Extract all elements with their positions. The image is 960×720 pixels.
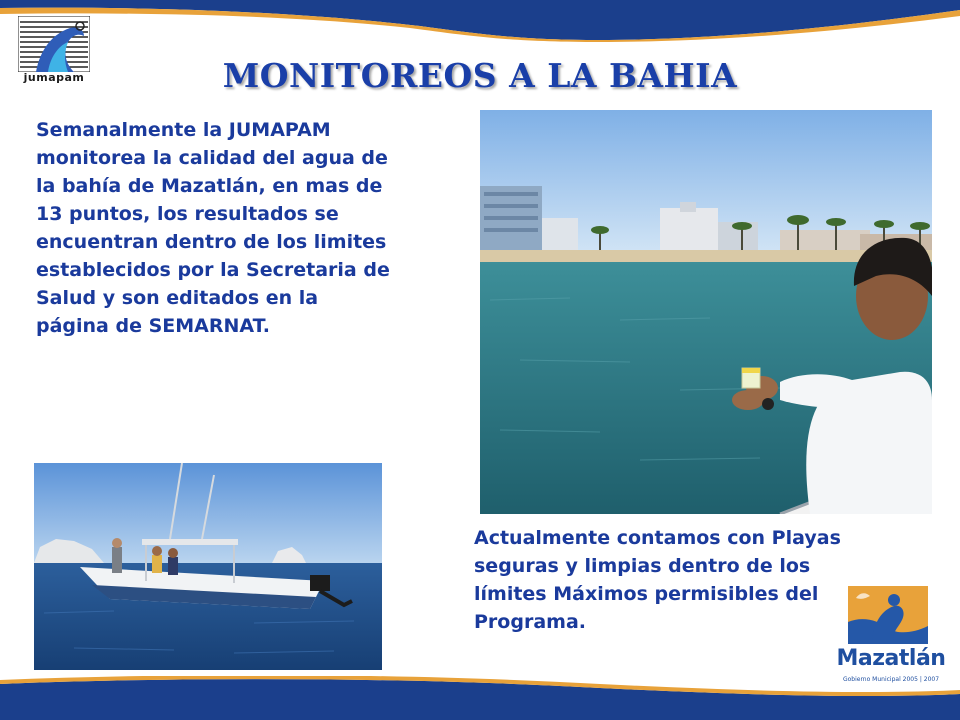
- mazatlan-subtitle: Gobierno Municipal 2005 | 2007: [842, 676, 940, 683]
- top-decorative-band: [0, 0, 960, 42]
- monitoring-boat-photo: [34, 463, 382, 670]
- beaches-paragraph: Actualmente contamos con Playas seguras y limpias dentro de los límites Máximos permisibles del Programa.: [474, 527, 841, 633]
- mazatlan-emblem-icon: [832, 582, 950, 646]
- beach-sampling-photo: [480, 110, 932, 514]
- jumapam-logo-text: jumapam: [23, 71, 85, 84]
- mazatlan-wordmark: Mazatlán: [836, 646, 946, 671]
- page-title: MONITOREOS A LA BAHIA: [222, 56, 738, 95]
- bottom-decorative-band: [0, 676, 960, 720]
- monitoring-paragraph: Semanalmente la JUMAPAM monitorea la calidad del agua de la bahía de Mazatlán, en mas de 13 puntos, los resultados se encuentran dentro de los limites establecidos por la Secretaria de Salud y son editados en la página de SEMARNAT.: [36, 119, 390, 337]
